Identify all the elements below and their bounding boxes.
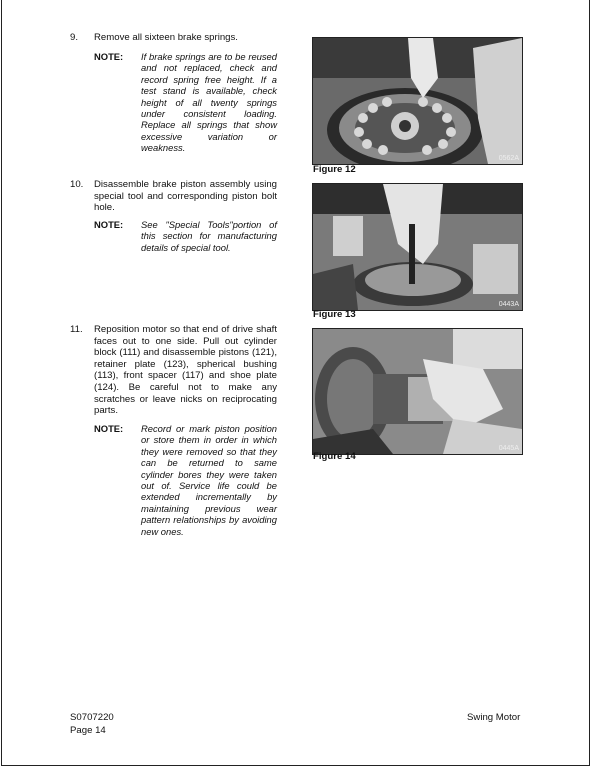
figure-code: 0562A [498,155,519,162]
footer-left [70,711,114,737]
figure-14-photo [312,328,523,455]
note-text: See "Special Tools"portion of this section for manufacturing details of special tool. [141,219,277,253]
figure-13-photo [312,183,523,311]
step-number: 11. [70,324,83,335]
step-text: Reposition motor so that end of drive shaft faces out to one side. Pull out cylinder block (111) and disassemble pistons (121), retainer plate (123), spherical bushing (113), front spacer (117) and shoe plate (124). Be careful not to make any scratches or leave nicks on reciprocating parts. [94,324,277,417]
figure-code: 0445A [498,445,519,452]
figure-13-caption: Figure 13 [313,309,356,320]
note-label: NOTE: [94,219,124,230]
note-text: If brake springs are to be reused and not replaced, check and record spring free height. If a test stand is available, check height of all twenty springs under consistent loading. Replace all springs that show excessive variation or weakness. [141,51,277,154]
step-text: Disassemble brake piston assembly using special tool and corresponding piston bolt hole. [94,179,277,214]
cylinder-block-photo [313,329,522,454]
note-text: Record or mark piston position or store them in order in which they were removed so that they can be returned to same cylinder bores they were taken out of. Service life could be extended incrementally by maintaining previous wear pattern relationships by avoiding new ones. [141,423,277,537]
figure-12-photo [312,37,523,165]
figure-14-caption: Figure 14 [313,451,356,462]
step-number: 9. [70,32,79,43]
page-number: Page 14 [70,725,106,736]
note-label: NOTE: [94,423,124,434]
step-number: 10. [70,179,84,190]
note-label: NOTE: [94,51,124,62]
brake-piston-photo [313,184,522,310]
section-title: Swing Motor [467,712,521,723]
figure-12-caption: Figure 12 [313,164,356,175]
document-number: S0707220 [70,712,114,723]
step-text: Remove all sixteen brake springs. [94,32,238,43]
brake-springs-photo [313,38,522,164]
figure-code: 0443A [498,301,519,308]
